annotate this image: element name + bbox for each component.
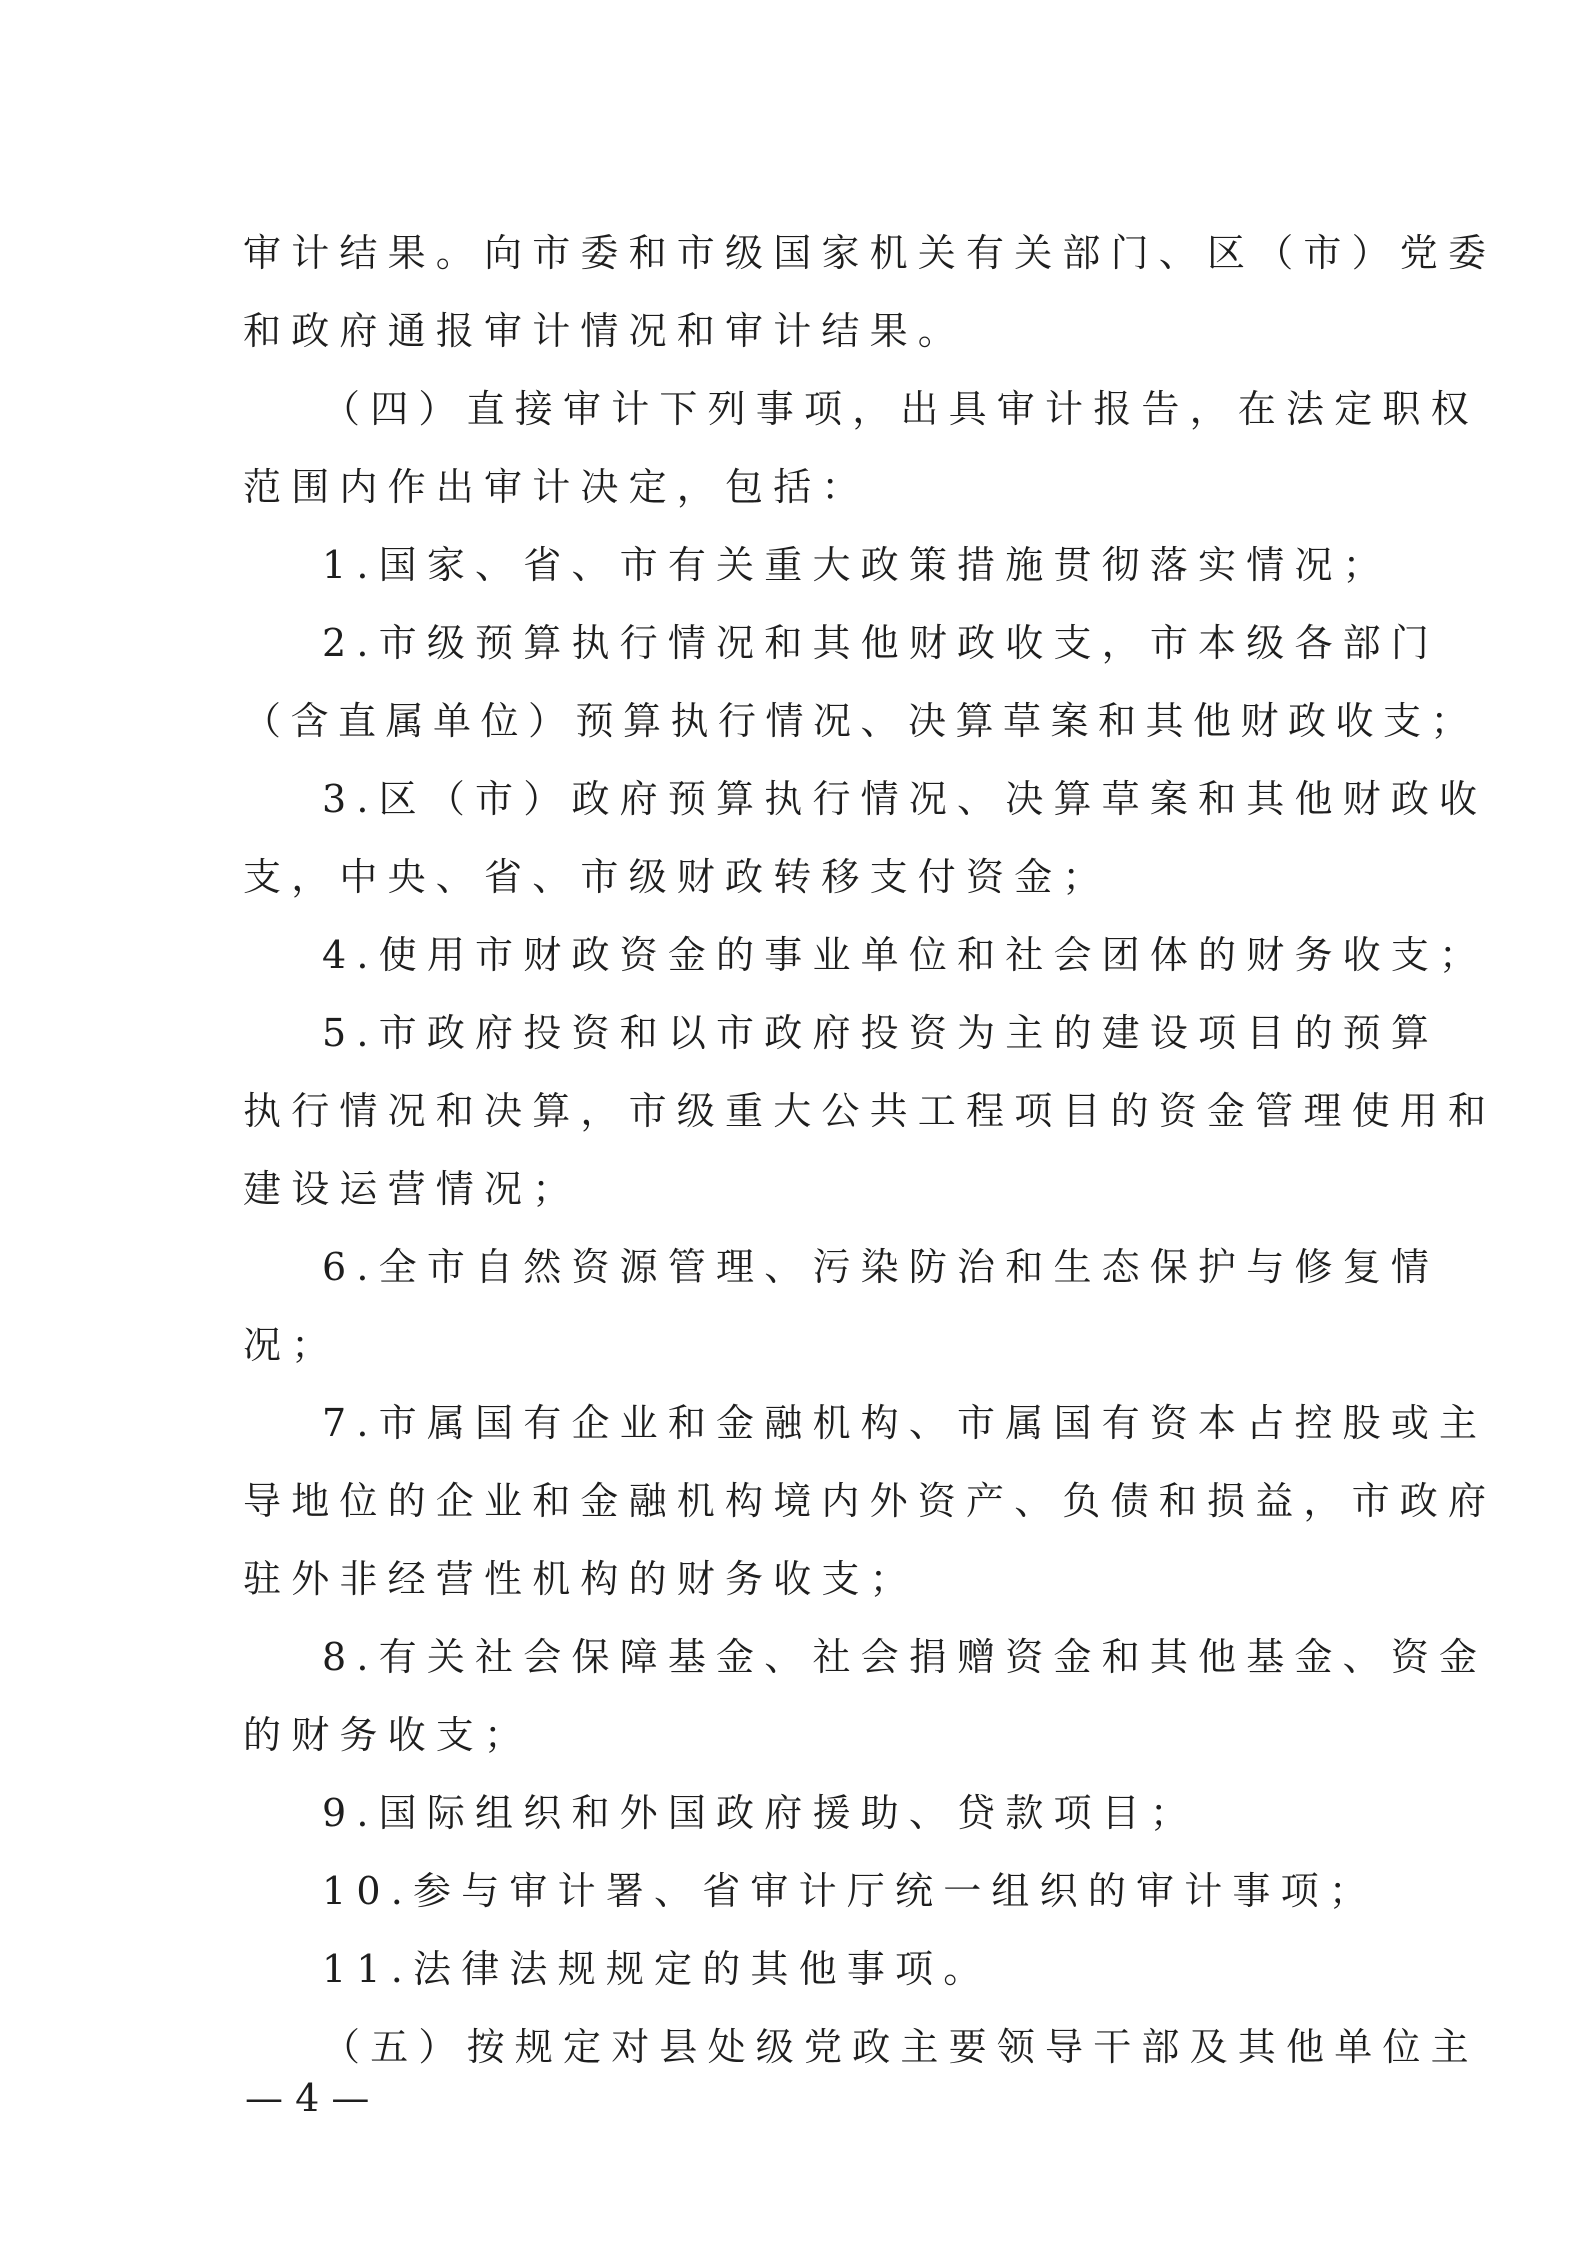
body-line: 审计结果。向市委和市级国家机关有关部门、区（市）党委 <box>243 231 1497 275</box>
body-line: 范围内作出审计决定，包括： <box>243 465 870 509</box>
body-line: 支，中央、省、市级财政转移支付资金； <box>243 855 1111 899</box>
body-line: 况； <box>243 1323 340 1367</box>
body-line: （四）直接审计下列事项，出具审计报告，在法定职权 <box>322 387 1479 431</box>
body-line: 3.区（市）政府预算执行情况、决算草案和其他财政收 <box>322 777 1488 821</box>
body-line: 7.市属国有企业和金融机构、市属国有资本占控股或主 <box>322 1401 1488 1445</box>
body-line: （五）按规定对县处级党政主要领导干部及其他单位主 <box>322 2025 1479 2069</box>
body-line: 和政府通报审计情况和审计结果。 <box>243 309 967 353</box>
body-line: 执行情况和决算，市级重大公共工程项目的资金管理使用和 <box>243 1089 1497 1133</box>
page-number: — 4 — <box>245 2076 370 2120</box>
body-line: 驻外非经营性机构的财务收支； <box>243 1557 918 1601</box>
body-line: 5.市政府投资和以市政府投资为主的建设项目的预算 <box>322 1011 1440 1055</box>
body-line: 8.有关社会保障基金、社会捐赠资金和其他基金、资金 <box>322 1635 1488 1679</box>
body-line: （含直属单位）预算执行情况、决算草案和其他财政收支； <box>243 699 1479 743</box>
body-line: 6.全市自然资源管理、污染防治和生态保护与修复情 <box>322 1245 1440 1289</box>
body-line: 11.法律法规规定的其他事项。 <box>322 1947 992 1991</box>
body-line: 2.市级预算执行情况和其他财政收支，市本级各部门 <box>322 621 1440 665</box>
body-line: 导地位的企业和金融机构境内外资产、负债和损益，市政府 <box>243 1479 1497 1523</box>
body-line: 的财务收支； <box>243 1713 533 1757</box>
body-line: 建设运营情况； <box>243 1167 581 1211</box>
body-line: 9.国际组织和外国政府援助、贷款项目； <box>322 1791 1199 1835</box>
body-line: 1.国家、省、市有关重大政策措施贯彻落实情况； <box>322 543 1391 587</box>
body-line: 4.使用市财政资金的事业单位和社会团体的财务收支； <box>322 933 1488 977</box>
body-line: 10.参与审计署、省审计厅统一组织的审计事项； <box>322 1869 1378 1913</box>
